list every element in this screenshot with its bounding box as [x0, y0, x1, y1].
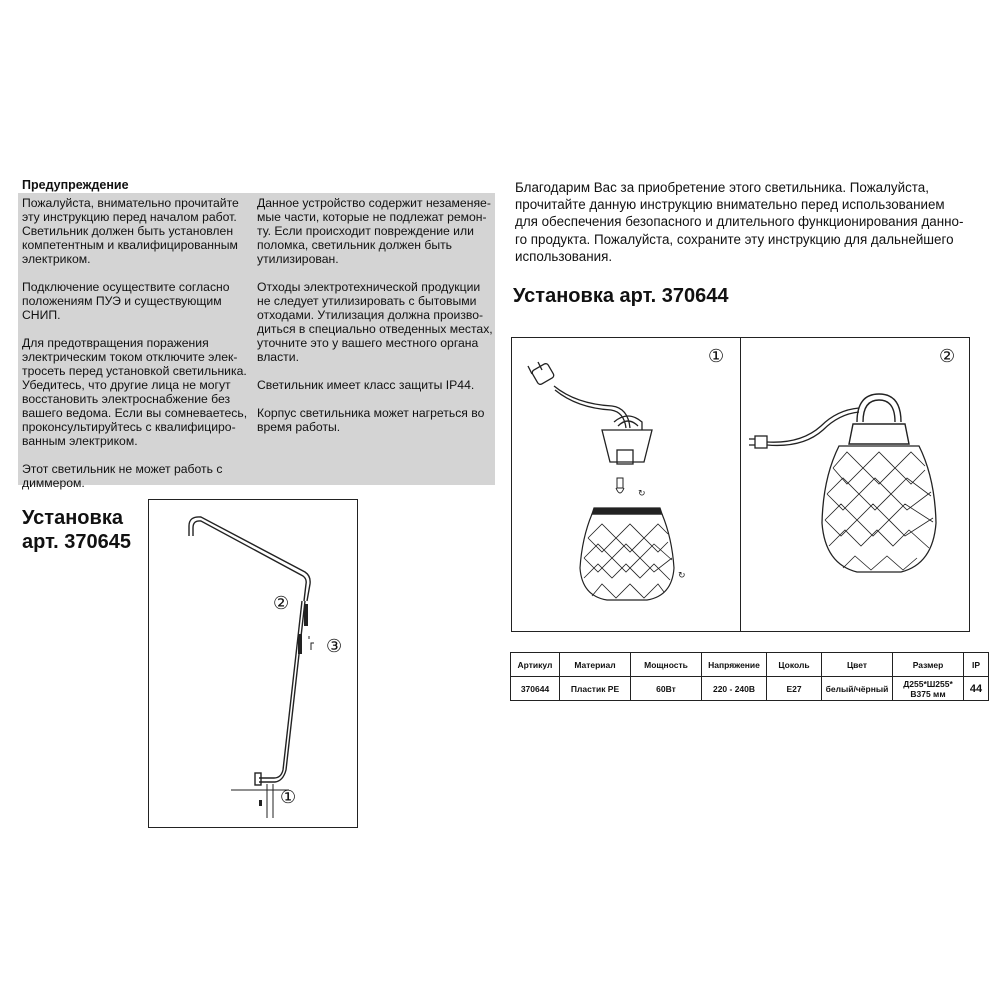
stand-arm: [189, 517, 310, 785]
warning-right-column: [257, 196, 493, 448]
step-1-drawing: [512, 338, 742, 633]
stand-joint-bottom: [298, 634, 302, 654]
warning-paragraph: Этот светильник не может работь с диммером.: [22, 462, 223, 490]
lamp-cap: [602, 416, 652, 464]
step-2-drawing: [741, 338, 971, 633]
table-cell: Пластик PE: [560, 677, 631, 701]
header-cell: Цвет: [822, 653, 893, 677]
intro-text: Благодарим Вас за приобретение этого светильника. Пожалуйста, прочитайте данную инструкцию внимательно перед использованием для обеспечения безопасного и длительного функционирования данно- го продукта. Пожалуйста, сохраните эту инструкцию для дальнейшего использования.: [515, 180, 964, 264]
rotate-icon: ↻: [638, 489, 646, 499]
stand-base: [231, 636, 314, 818]
warning-paragraph: Светильник имеет класс защиты IP44.: [257, 378, 475, 392]
header-cell: Артикул: [511, 653, 560, 677]
figure-step-1: [511, 337, 741, 632]
table-cell: E27: [767, 677, 822, 701]
table-cell: 220 - 240В: [702, 677, 767, 701]
table-cell: 44: [964, 677, 989, 701]
lamp-hook: [849, 394, 909, 444]
header-cell: Мощность: [631, 653, 702, 677]
warning-paragraph: Корпус светильника может нагреться во время работы.: [257, 406, 485, 434]
step-2-number: ②: [939, 346, 956, 367]
step-2-marker: ②: [273, 593, 290, 614]
warning-paragraph: Пожалуйста, внимательно прочитайте эту инструкцию перед началом работ. Светильник должен быть установлен компетентным и квалифицированным электриком.: [22, 196, 239, 266]
screw-mark: [259, 800, 262, 806]
stand-joint-top: [304, 604, 308, 626]
step-3-marker: ③: [326, 636, 343, 657]
header-cell: Размер: [893, 653, 964, 677]
warning-paragraph: Подключение осуществите согласно положениям ПУЭ и существующим СНИП.: [22, 280, 230, 322]
plug-and-cord: [749, 408, 859, 448]
floor-stand-drawing: [149, 500, 359, 829]
table-row: [511, 677, 989, 701]
install-heading-370644: Установка арт. 370644: [513, 285, 729, 307]
step-1-number: ①: [708, 346, 725, 367]
lattice-pattern: [584, 524, 672, 598]
warning-paragraph: Для предотвращения поражения электрическим током отключите элек- тросеть перед установкой светильника. Убедитесь, что другие лица не могут восстановить электроснабжение без вашего ведома. Если вы сомневаетесь, проконсультируйтесь с квалифициро- ванным электриком.: [22, 336, 248, 448]
power-cord: [528, 362, 630, 428]
lampshade: [822, 446, 936, 572]
table-header-row: [511, 653, 989, 677]
warning-left-column: [22, 196, 254, 504]
warning-paragraph: Отходы электротехнической продукции не следует утилизировать с бытовыми отходами. Утилизация должна произво- диться в специально отведенных местах, уточните это у вашего местного органа власти.: [257, 280, 493, 364]
header-cell: Цоколь: [767, 653, 822, 677]
header-cell: Напряжение: [702, 653, 767, 677]
warning-paragraph: Данное устройство содержит незаменяе- мые части, которые не подлежат ремон- ту. Если происходит повреждение или поломка, светильник должен быть утилизирован.: [257, 196, 491, 266]
step-1-marker: ①: [280, 787, 297, 808]
warning-title: Предупреждение: [22, 178, 129, 192]
rotate-icon: ↻: [678, 571, 686, 581]
table-cell: 370644: [511, 677, 560, 701]
bulb: [616, 478, 624, 493]
table-cell: 60Вт: [631, 677, 702, 701]
lattice-pattern: [825, 452, 933, 570]
specs-table: [510, 652, 989, 701]
table-cell: белый/чёрный: [822, 677, 893, 701]
header-cell: IP: [964, 653, 989, 677]
install-heading-370645: Установка арт. 370645: [22, 507, 131, 553]
figure-floor-stand: [148, 499, 358, 828]
table-cell: Д255*Ш255* В375 мм: [893, 677, 964, 701]
header-cell: Материал: [560, 653, 631, 677]
figure-step-2: [740, 337, 970, 632]
